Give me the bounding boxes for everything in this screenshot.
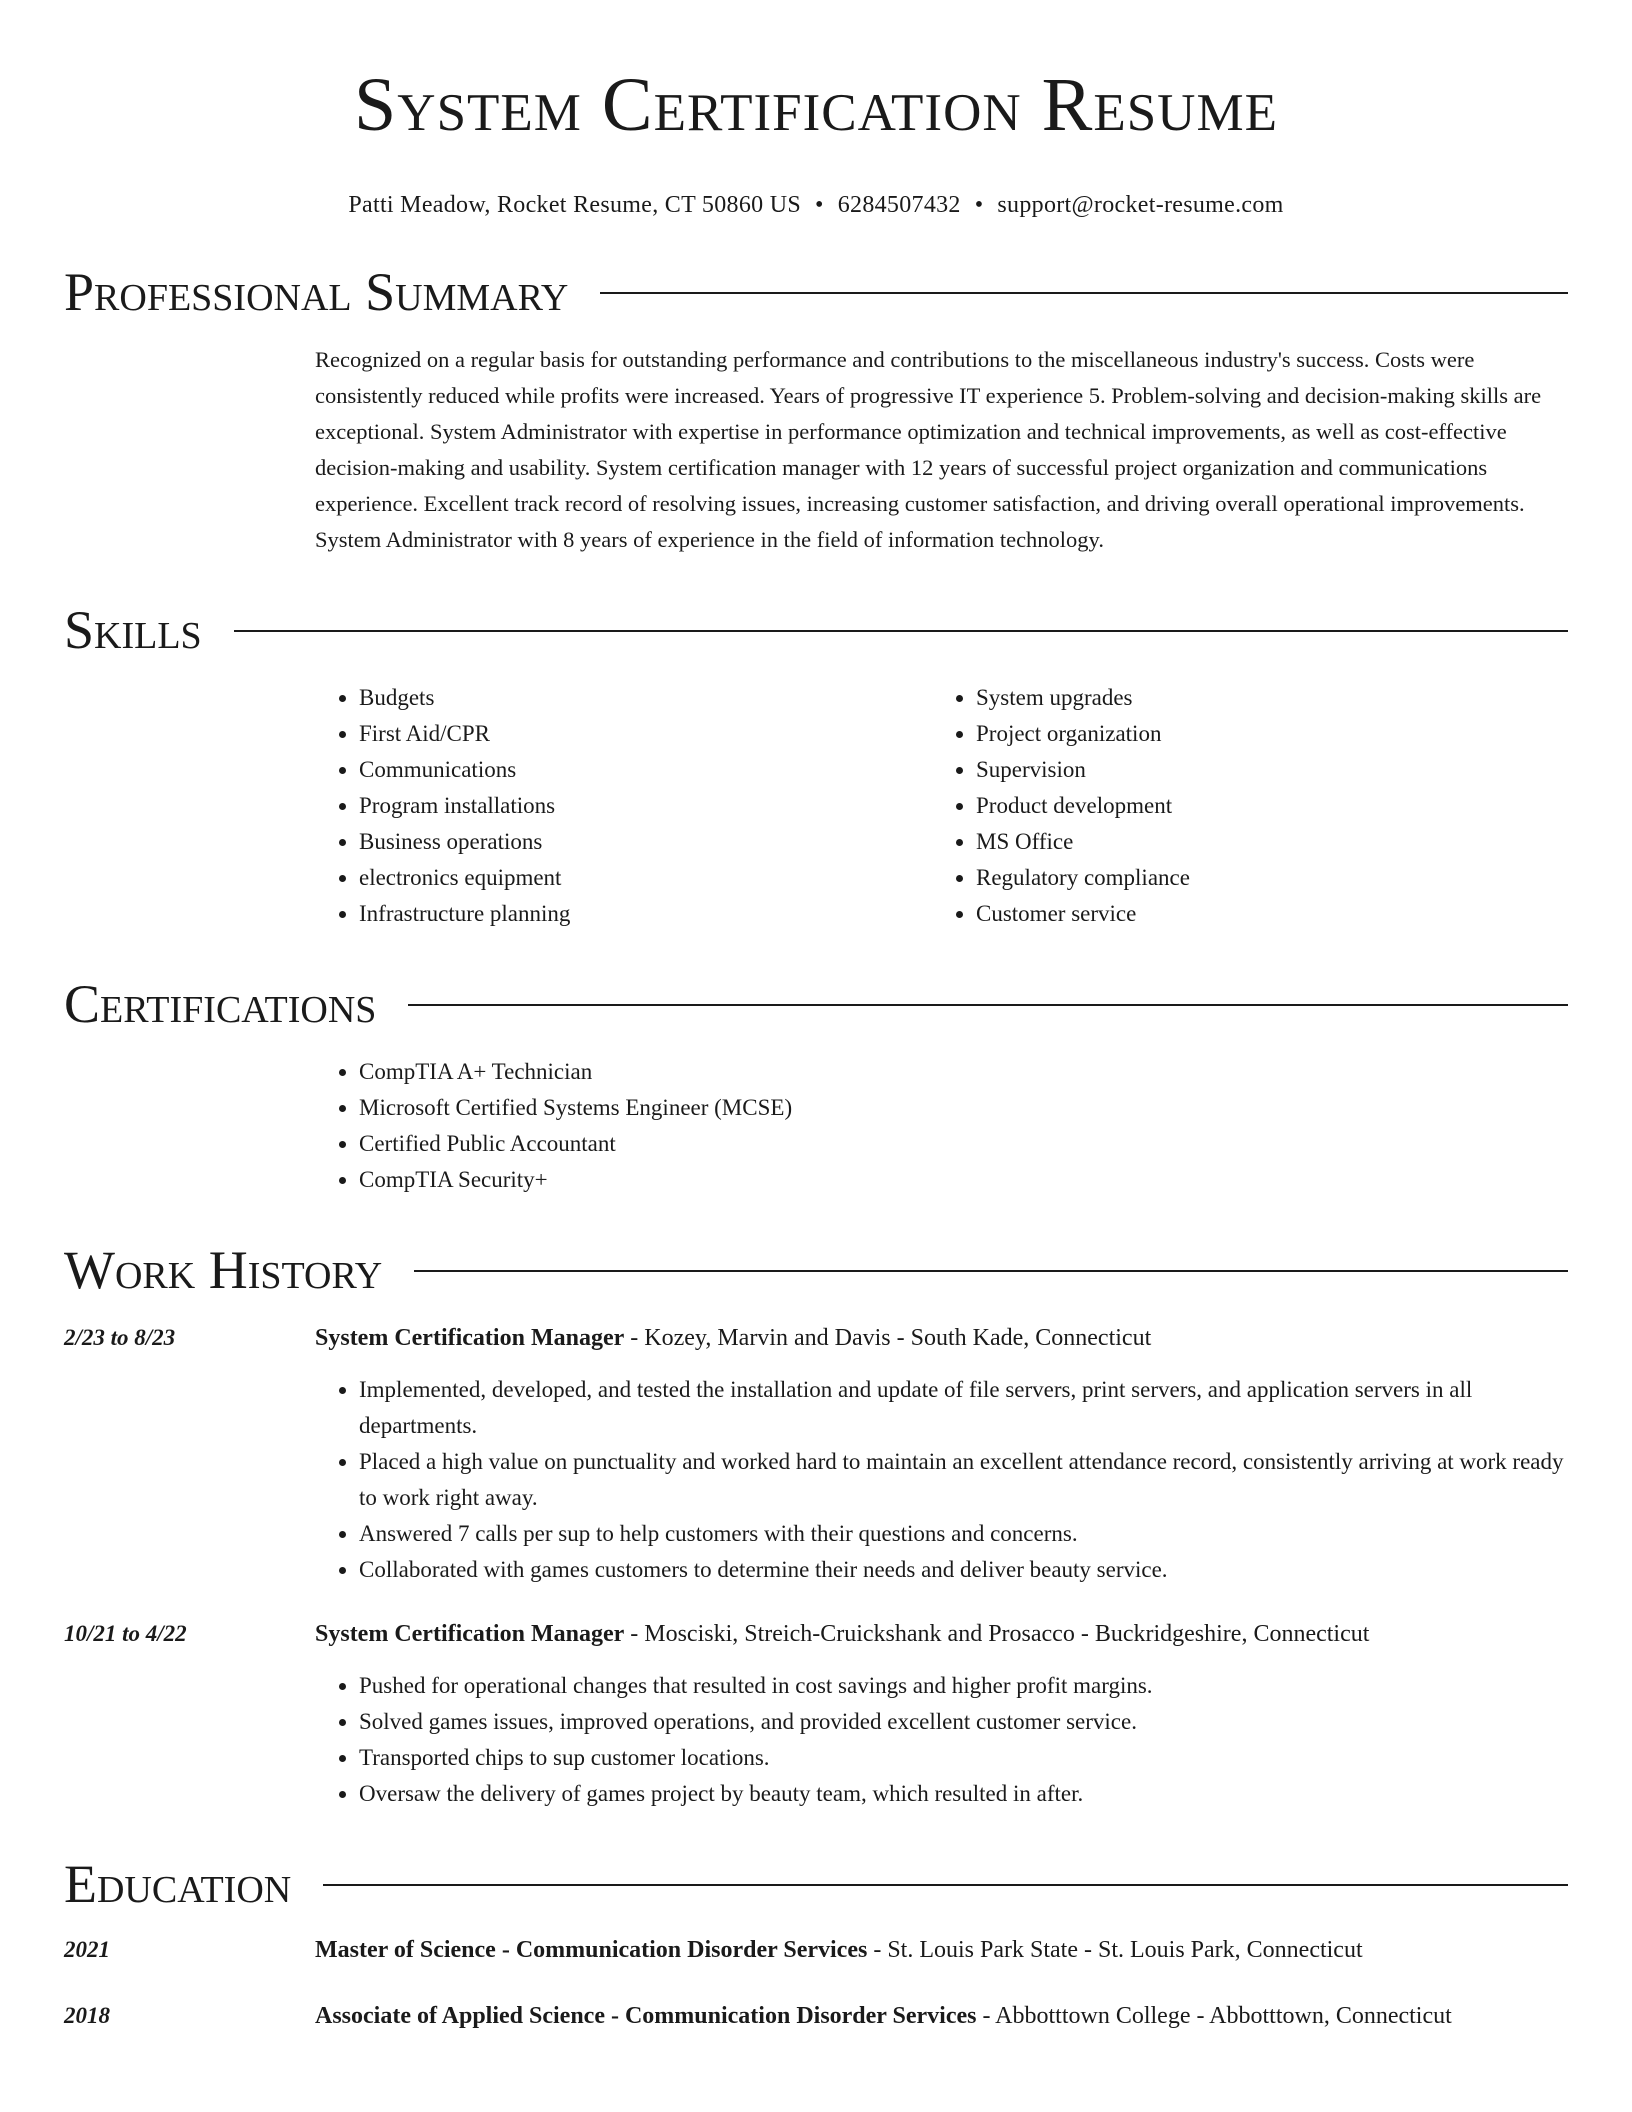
skill-item: • Project organization (976, 716, 1549, 752)
education-list (64, 1932, 1568, 2034)
skill-item: • Customer service (976, 896, 1549, 932)
contact-separator: • (974, 192, 984, 218)
skills-list (315, 680, 1568, 932)
job-bullet: • Placed a high value on punctuality and worked hard to maintain an excellent attendance record, consistently arriving at work ready to work right away. (359, 1444, 1568, 1516)
skill-item: • Program installations (359, 788, 932, 824)
education-degree: Associate of Applied Science - Communication Disorder Services (315, 2003, 977, 2029)
certifications-section-header (64, 976, 1568, 1032)
skill-item: • First Aid/CPR (359, 716, 932, 752)
education-body (315, 1932, 1568, 1968)
job-bullet: • Solved games issues, improved operations, and provided excellent customer service. (359, 1704, 1568, 1740)
job-bullet: • Pushed for operational changes that resulted in cost savings and higher profit margins. (359, 1668, 1568, 1704)
skill-item: • Communications (359, 752, 932, 788)
job-bullet: • Transported chips to sup customer locations. (359, 1740, 1568, 1776)
skill-item: • Business operations (359, 824, 932, 860)
section-divider (414, 1270, 1568, 1272)
skills-section-header (64, 602, 1568, 658)
job-bullet: • Implemented, developed, and tested the installation and update of file servers, print servers, and application servers in all departments. (359, 1372, 1568, 1444)
job-heading (315, 1616, 1568, 1652)
contact-phone: 6284507432 (837, 192, 961, 218)
contact-email: support@rocket-resume.com (997, 192, 1284, 218)
job-bullet: • Oversaw the delivery of games project by beauty team, which resulted in after. (359, 1776, 1568, 1812)
education-year: 2021 (64, 1937, 110, 1962)
education-year: 2018 (64, 2003, 110, 2028)
job-title: System Certification Manager (315, 1621, 625, 1647)
skills-column-right (932, 680, 1549, 932)
skill-item: • Regulatory compliance (976, 860, 1549, 896)
job-bullets (315, 1668, 1568, 1812)
summary-text: Recognized on a regular basis for outstanding performance and contributions to the miscellaneous industry's success. Costs were consistently reduced while profits were increased. Years of progressive IT experience 5. Problem-solving and decision-making skills are exceptional. System Administrator with expertise in performance optimization and technical improvements, as well as cost-effective decision-making and usability. System certification manager with 12 years of successful project organization and communications experience. Excellent track record of resolving issues, increasing customer satisfaction, and driving overall operational improvements. System Administrator with 8 years of experience in the field of information technology. (315, 347, 1542, 552)
work-section-header (64, 1242, 1568, 1298)
certification-item: • CompTIA Security+ (359, 1162, 1568, 1198)
certification-item: • CompTIA A+ Technician (359, 1054, 1568, 1090)
certifications-list (315, 1054, 1568, 1198)
education-entry (64, 1932, 1568, 1968)
job-dates: 10/21 to 4/22 (64, 1621, 187, 1646)
job-bullets (315, 1372, 1568, 1588)
work-history-list (64, 1320, 1568, 1812)
education-details: - St. Louis Park State - St. Louis Park, Connecticut (867, 1937, 1363, 1963)
education-details: - Abbotttown College - Abbotttown, Connecticut (976, 2003, 1452, 2029)
job-details: - Mosciski, Streich-Cruickshank and Prosacco - Buckridgeshire, Connecticut (624, 1621, 1370, 1647)
certification-item: • Certified Public Accountant (359, 1126, 1568, 1162)
skills-column-left (315, 680, 932, 932)
resume-page (64, 60, 1568, 2034)
section-divider (600, 292, 1568, 294)
section-divider (408, 1004, 1568, 1006)
job-body (315, 1320, 1568, 1588)
skill-item: • Budgets (359, 680, 932, 716)
contact-line (64, 190, 1568, 220)
skill-item: • electronics equipment (359, 860, 932, 896)
summary-heading: Professional Summary (64, 262, 569, 322)
job-bullet: • Answered 7 calls per sup to help customers with their questions and concerns. (359, 1516, 1568, 1552)
skill-item: • System upgrades (976, 680, 1549, 716)
education-entry (64, 1998, 1568, 2034)
skill-item: • Supervision (976, 752, 1549, 788)
resume-title: System Certification Resume (354, 63, 1278, 147)
job-body (315, 1616, 1568, 1812)
education-heading-line (315, 1932, 1568, 1968)
job-entry (64, 1616, 1568, 1812)
education-section-header (64, 1856, 1568, 1912)
education-degree: Master of Science - Communication Disorder Services (315, 1937, 868, 1963)
education-body (315, 1998, 1568, 2034)
job-heading (315, 1320, 1568, 1356)
job-entry (64, 1320, 1568, 1588)
job-title: System Certification Manager (315, 1325, 625, 1351)
certifications-heading: Certifications (64, 974, 377, 1034)
contact-address: Patti Meadow, Rocket Resume, CT 50860 US (348, 192, 802, 218)
education-heading: Education (64, 1854, 292, 1914)
skill-item: • Product development (976, 788, 1549, 824)
job-dates: 2/23 to 8/23 (64, 1325, 176, 1350)
section-divider (323, 1884, 1568, 1886)
summary-section-header (64, 264, 1568, 320)
skills-heading: Skills (64, 600, 202, 660)
certification-item: • Microsoft Certified Systems Engineer (MCSE) (359, 1090, 1568, 1126)
section-divider (234, 630, 1568, 632)
work-heading: Work History (64, 1240, 383, 1300)
contact-separator: • (815, 192, 824, 218)
job-details: - Kozey, Marvin and Davis - South Kade, Connecticut (624, 1325, 1152, 1351)
skill-item: • MS Office (976, 824, 1549, 860)
skill-item: • Infrastructure planning (359, 896, 932, 932)
education-heading-line (315, 1998, 1568, 2034)
job-bullet: • Collaborated with games customers to determine their needs and deliver beauty service. (359, 1552, 1568, 1588)
